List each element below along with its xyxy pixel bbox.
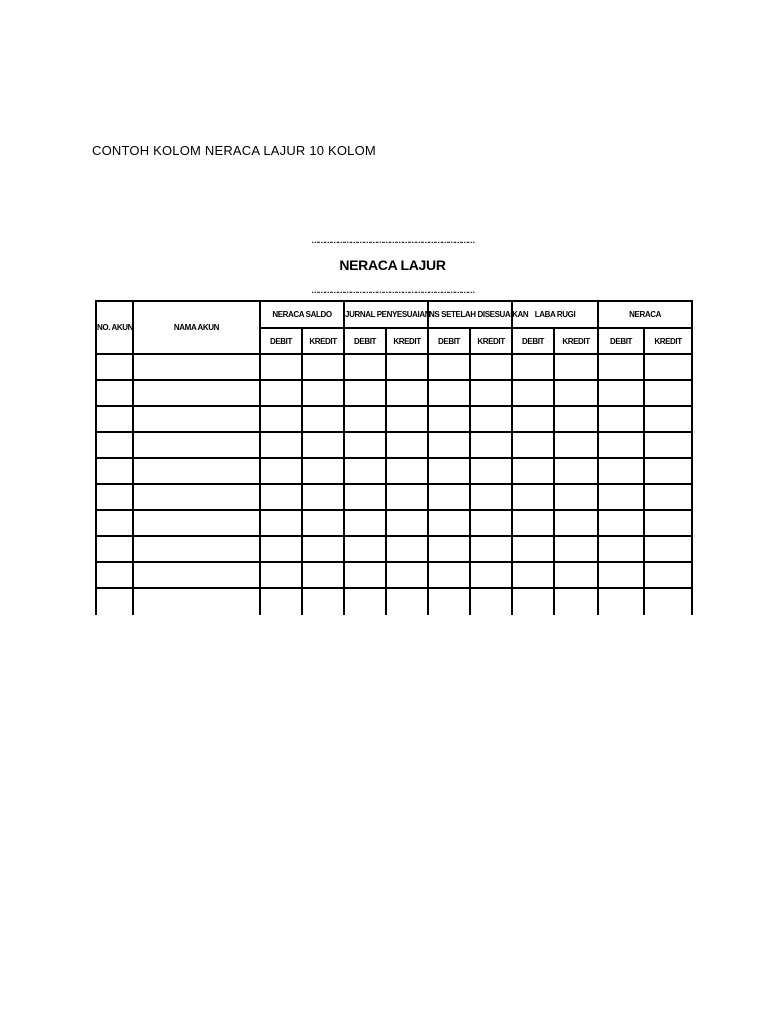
table-cell <box>644 562 692 588</box>
table-cell <box>512 484 554 510</box>
table-cell <box>598 432 644 458</box>
table-cell <box>344 380 386 406</box>
table-cell <box>302 380 344 406</box>
table-cell <box>428 510 470 536</box>
table-cell <box>386 458 428 484</box>
table-cell <box>96 562 133 588</box>
table-cell <box>386 406 428 432</box>
table-cell <box>512 406 554 432</box>
table-cell <box>302 432 344 458</box>
table-cell <box>260 354 302 380</box>
table-cell <box>344 458 386 484</box>
table-cell <box>428 432 470 458</box>
table-cell <box>554 380 598 406</box>
table-cell <box>598 562 644 588</box>
table-cell <box>260 536 302 562</box>
table-cell <box>302 484 344 510</box>
table-row <box>96 484 692 510</box>
table-cell <box>260 380 302 406</box>
table-cell <box>428 484 470 510</box>
header-group-neraca-saldo: NERACA SALDO <box>260 301 344 328</box>
table-cell <box>260 562 302 588</box>
dotted-line-top: ………………………………………………………………… <box>311 236 474 245</box>
table-cell <box>344 406 386 432</box>
table-cell <box>96 432 133 458</box>
table-cell <box>344 354 386 380</box>
table-cell <box>554 588 598 615</box>
table-cell <box>133 432 260 458</box>
table-row <box>96 354 692 380</box>
table-cell <box>302 354 344 380</box>
table-cell <box>133 562 260 588</box>
header-debit: DEBIT <box>260 328 302 354</box>
table-row <box>96 536 692 562</box>
header-kredit: KREDIT <box>470 328 512 354</box>
table-row <box>96 562 692 588</box>
worksheet-body <box>96 354 692 615</box>
table-cell <box>386 510 428 536</box>
table-cell <box>512 510 554 536</box>
table-cell <box>512 458 554 484</box>
table-cell <box>512 380 554 406</box>
table-cell <box>96 458 133 484</box>
table-cell <box>470 562 512 588</box>
table-cell <box>428 354 470 380</box>
table-cell <box>428 406 470 432</box>
table-cell <box>470 432 512 458</box>
table-cell <box>428 588 470 615</box>
table-cell <box>386 588 428 615</box>
worksheet-table <box>95 300 693 615</box>
table-cell <box>302 562 344 588</box>
header-kredit: KREDIT <box>302 328 344 354</box>
table-cell <box>554 406 598 432</box>
header-row-groups <box>96 301 692 328</box>
table-cell <box>470 588 512 615</box>
table-cell <box>470 406 512 432</box>
table-cell <box>344 432 386 458</box>
table-cell <box>302 510 344 536</box>
table-cell <box>598 588 644 615</box>
header-debit: DEBIT <box>512 328 554 354</box>
table-cell <box>512 562 554 588</box>
header-no-akun: NO. AKUN <box>96 301 133 354</box>
table-cell <box>96 536 133 562</box>
table-cell <box>470 536 512 562</box>
table-cell <box>644 458 692 484</box>
table-cell <box>133 484 260 510</box>
table-cell <box>554 536 598 562</box>
table-cell <box>598 406 644 432</box>
table-cell <box>302 536 344 562</box>
table-cell <box>302 588 344 615</box>
table-cell <box>344 536 386 562</box>
table-cell <box>386 380 428 406</box>
table-cell <box>302 406 344 432</box>
header-group-ns-setelah-disesuaikan: NS SETELAH DISESUAIKAN <box>428 301 512 328</box>
table-cell <box>386 562 428 588</box>
table-cell <box>260 588 302 615</box>
table-cell <box>644 484 692 510</box>
table-cell <box>554 458 598 484</box>
table-cell <box>598 536 644 562</box>
table-cell <box>133 380 260 406</box>
worksheet-table-wrapper <box>95 300 691 610</box>
table-cell <box>260 458 302 484</box>
table-cell <box>512 536 554 562</box>
table-cell <box>554 510 598 536</box>
table-cell <box>133 510 260 536</box>
table-cell <box>428 562 470 588</box>
table-cell <box>386 432 428 458</box>
table-cell <box>512 432 554 458</box>
table-row <box>96 458 692 484</box>
table-cell <box>428 536 470 562</box>
table-cell <box>470 354 512 380</box>
table-cell <box>260 510 302 536</box>
table-cell <box>386 484 428 510</box>
table-cell <box>644 588 692 615</box>
table-cell <box>133 406 260 432</box>
table-cell <box>344 562 386 588</box>
table-cell <box>133 588 260 615</box>
table-row <box>96 380 692 406</box>
table-row <box>96 588 692 615</box>
table-cell <box>133 536 260 562</box>
table-cell <box>470 510 512 536</box>
table-cell <box>598 484 644 510</box>
table-cell <box>512 588 554 615</box>
table-cell <box>644 510 692 536</box>
header-debit: DEBIT <box>344 328 386 354</box>
header-debit: DEBIT <box>598 328 644 354</box>
header-kredit: KREDIT <box>554 328 598 354</box>
table-row <box>96 432 692 458</box>
table-cell <box>96 588 133 615</box>
table-cell <box>554 432 598 458</box>
header-group-laba-rugi: LABA RUGI <box>512 301 598 328</box>
table-cell <box>598 510 644 536</box>
table-cell <box>598 380 644 406</box>
table-cell <box>598 458 644 484</box>
header-kredit: KREDIT <box>386 328 428 354</box>
table-cell <box>644 380 692 406</box>
header-group-neraca: NERACA <box>598 301 692 328</box>
table-cell <box>386 536 428 562</box>
table-cell <box>554 562 598 588</box>
table-cell <box>96 354 133 380</box>
dotted-line-bottom: ………………………………………………………………… <box>311 286 474 295</box>
table-cell <box>260 406 302 432</box>
table-cell <box>133 458 260 484</box>
table-cell <box>428 458 470 484</box>
table-cell <box>470 380 512 406</box>
table-row <box>96 510 692 536</box>
table-cell <box>96 406 133 432</box>
table-cell <box>470 484 512 510</box>
worksheet-title-block <box>300 236 485 296</box>
table-cell <box>644 536 692 562</box>
table-cell <box>598 354 644 380</box>
table-cell <box>428 380 470 406</box>
table-cell <box>344 484 386 510</box>
table-row <box>96 406 692 432</box>
table-cell <box>470 458 512 484</box>
header-debit: DEBIT <box>428 328 470 354</box>
table-cell <box>512 354 554 380</box>
table-cell <box>344 510 386 536</box>
table-cell <box>96 510 133 536</box>
table-cell <box>554 354 598 380</box>
table-cell <box>133 354 260 380</box>
table-cell <box>260 432 302 458</box>
header-group-jurnal-penyesuaian: JURNAL PENYESUAIAN <box>344 301 428 328</box>
table-cell <box>260 484 302 510</box>
table-cell <box>644 406 692 432</box>
document-heading: CONTOH KOLOM NERACA LAJUR 10 KOLOM <box>92 143 376 158</box>
table-cell <box>554 484 598 510</box>
worksheet-title: NERACA LAJUR <box>339 257 446 273</box>
table-cell <box>644 432 692 458</box>
table-cell <box>344 588 386 615</box>
table-cell <box>644 354 692 380</box>
table-cell <box>96 484 133 510</box>
header-nama-akun: NAMA AKUN <box>133 301 260 354</box>
header-kredit: KREDIT <box>644 328 692 354</box>
table-cell <box>302 458 344 484</box>
table-cell <box>96 380 133 406</box>
table-cell <box>386 354 428 380</box>
